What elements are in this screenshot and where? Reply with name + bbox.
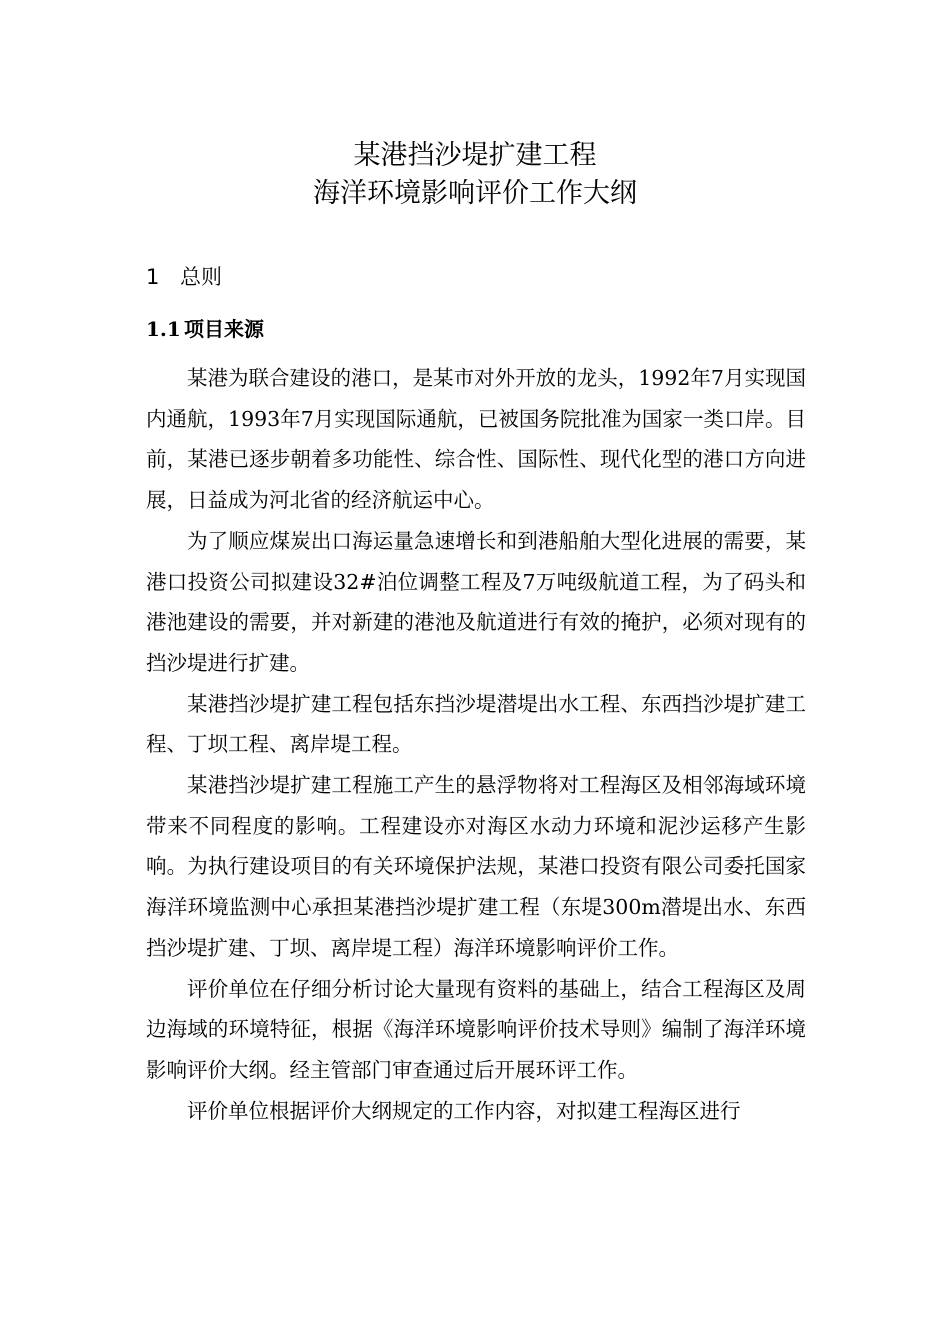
subsection-title: 项目来源 [184,317,264,341]
body-text [146,358,806,1131]
paragraph-6: 评价单位根据评价大纲规定的工作内容，对拟建工程海区进行 [187,1098,741,1123]
paragraph-4: 某港挡沙堤扩建工程施工产生的悬浮物将对工程海区及相邻海域环境带来不同程度的影响。工程建设亦对海区水动力环境和泥沙运移产生影响。为执行建设项目的有关环境保护法规，某港口投资有限公司委托国家海洋环境监测中心承担某港挡沙堤扩建工程（东堤300m潜堤出水、东西挡沙堤扩建、丁坝、离岸堤工程）海洋环境影响评价工作。 [146,773,806,960]
document-title-line-2: 海洋环境影响评价工作大纲 [313,178,637,209]
paragraph-3: 某港挡沙堤扩建工程包括东挡沙堤潜堤出水工程、东西挡沙堤扩建工程、丁坝工程、离岸堤工程。 [146,691,806,757]
subsection-heading-1-1 [146,313,264,345]
paragraph-1: 某港为联合建设的港口，是某市对外开放的龙头，1992年7月实现国内通航，1993年7月实现国际通航，已被国务院批准为国家一类口岸。目前，某港已逐步朝着多功能性、综合性、国际性、现代化型的港口方向进展，日益成为河北省的经济航运中心。 [146,366,806,513]
subsection-number: 1.1 [146,317,181,341]
section-number: 1 [146,265,160,289]
section-heading-1 [146,261,222,293]
paragraph-2: 为了顺应煤炭出口海运量急速增长和到港船舶大型化进展的需要，某港口投资公司拟建设32#泊位调整工程及7万吨级航道工程，为了码头和港池建设的需要，并对新建的港池及航道进行有效的掩护，必须对现有的挡沙堤进行扩建。 [146,528,806,675]
paragraph-5: 评价单位在仔细分析讨论大量现有资料的基础上，结合工程海区及周边海域的环境特征，根据《海洋环境影响评价技术导则》编制了海洋环境影响评价大纲。经主管部门审查通过后开展环评工作。 [146,976,806,1082]
document-title-line-1: 某港挡沙堤扩建工程 [353,140,597,171]
section-title: 总则 [180,265,222,289]
